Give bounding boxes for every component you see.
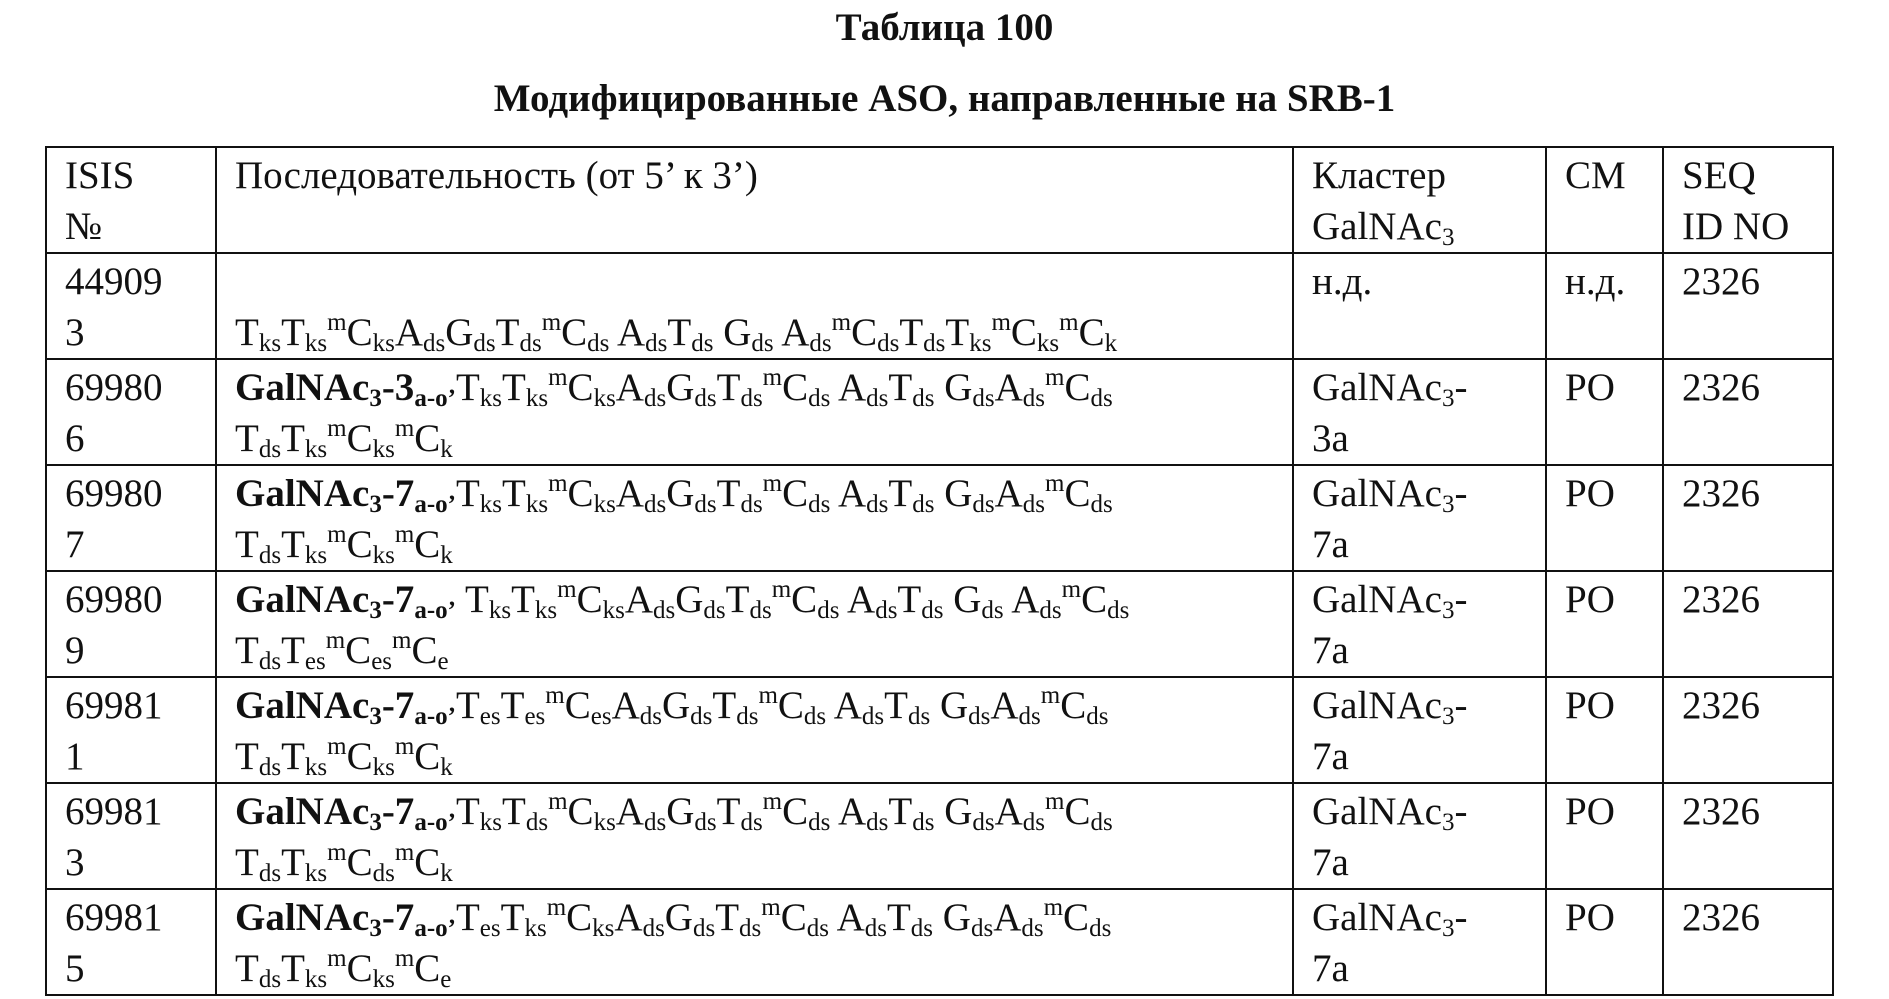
- header-isis: ISIS №: [46, 147, 216, 253]
- table-row: [46, 571, 1833, 677]
- table-row: [46, 359, 1833, 465]
- seq-id-cell: 2326: [1663, 783, 1833, 889]
- aso-table: [45, 146, 1834, 996]
- isis-cell: 69981 3: [46, 783, 216, 889]
- table-title: Таблица 100: [835, 6, 1054, 49]
- table-row: [46, 253, 1833, 359]
- cm-cell: PO: [1546, 571, 1663, 677]
- cluster-cell: н.д.: [1293, 253, 1546, 359]
- seq-id-cell: 2326: [1663, 677, 1833, 783]
- table-subtitle: Модифицированные ASO, направленные на SRB-1: [493, 77, 1396, 120]
- sequence-cell: $GalNAc_3-7_{a-o’}T_{ks}T_{ks}^mC_{ks}A_{ds}G_{ds}T_{ds}^mC_{ds}$ $A_{ds}T_{ds}$ $G_{ds}A_{ds}^mC_{ds}$ $T_{ds}T_{ks}^mC_{ks}^mC_k$: [216, 465, 1293, 571]
- cluster-cell: GalNAc$_3$- 3a: [1293, 359, 1546, 465]
- table-row: [46, 889, 1833, 995]
- header-cluster: Кластер GalNAc$_3$: [1293, 147, 1546, 253]
- sequence-cell: $T_{ks}T_{ks}^mC_{ks}A_{ds}G_{ds}T_{ds}^mC_{ds}$ $A_{ds}T_{ds}$ $G_{ds}$ $A_{ds}^mC_{ds}T_{ds}T_{ks}^mC_{ks}^mC_k$: [216, 253, 1293, 359]
- sequence-cell: $GalNAc_3-3_{a-o’}T_{ks}T_{ks}^mC_{ks}A_{ds}G_{ds}T_{ds}^mC_{ds}$ $A_{ds}T_{ds}$ $G_{ds}A_{ds}^mC_{ds}$ $T_{ds}T_{ks}^mC_{ks}^mC_k$: [216, 359, 1293, 465]
- seq-id-cell: 2326: [1663, 253, 1833, 359]
- cm-cell: PO: [1546, 677, 1663, 783]
- cluster-cell: GalNAc$_3$- 7a: [1293, 889, 1546, 995]
- cm-cell: PO: [1546, 889, 1663, 995]
- isis-cell: 69980 6: [46, 359, 216, 465]
- table-row: [46, 677, 1833, 783]
- sequence-cell: $GalNAc_3-7_{a-o’}T_{es}T_{ks}^mC_{ks}A_{ds}G_{ds}T_{ds}^mC_{ds}$ $A_{ds}T_{ds}$ $G_{ds}A_{ds}^mC_{ds}$ $T_{ds}T_{ks}^mC_{ks}^mC_e$: [216, 889, 1293, 995]
- cluster-cell: GalNAc$_3$- 7a: [1293, 571, 1546, 677]
- isis-cell: 44909 3: [46, 253, 216, 359]
- table-row: [46, 465, 1833, 571]
- isis-cell: 69980 7: [46, 465, 216, 571]
- cm-cell: н.д.: [1546, 253, 1663, 359]
- cluster-cell: GalNAc$_3$- 7a: [1293, 783, 1546, 889]
- table-row: [46, 783, 1833, 889]
- cm-cell: PO: [1546, 359, 1663, 465]
- seq-id-cell: 2326: [1663, 571, 1833, 677]
- isis-cell: 69981 5: [46, 889, 216, 995]
- header-seq-id: SEQ ID NO: [1663, 147, 1833, 253]
- sequence-cell: $GalNAc_3-7_{a-o’}$ $T_{ks}T_{ks}^mC_{ks}A_{ds}G_{ds}T_{ds}^mC_{ds}$ $A_{ds}T_{ds}$ $G_{ds}$ $A_{ds}^mC_{ds}$ $T_{ds}T_{es}^mC_{es}^mC_e$: [216, 571, 1293, 677]
- header-sequence: Последовательность (от 5’ к 3’): [216, 147, 1293, 253]
- table-header-row: [46, 147, 1833, 253]
- cluster-cell: GalNAc$_3$- 7a: [1293, 465, 1546, 571]
- cluster-cell: GalNAc$_3$- 7a: [1293, 677, 1546, 783]
- cm-cell: PO: [1546, 783, 1663, 889]
- sequence-cell: $GalNAc_3-7_{a-o’}T_{ks}T_{ds}^mC_{ks}A_{ds}G_{ds}T_{ds}^mC_{ds}$ $A_{ds}T_{ds}$ $G_{ds}A_{ds}^mC_{ds}$ $T_{ds}T_{ks}^mC_{ds}^mC_k$: [216, 783, 1293, 889]
- sequence-cell: $GalNAc_3-7_{a-o’}T_{es}T_{es}^mC_{es}A_{ds}G_{ds}T_{ds}^mC_{ds}$ $A_{ds}T_{ds}$ $G_{ds}A_{ds}^mC_{ds}$ $T_{ds}T_{ks}^mC_{ks}^mC_k$: [216, 677, 1293, 783]
- seq-id-cell: 2326: [1663, 465, 1833, 571]
- isis-cell: 69980 9: [46, 571, 216, 677]
- seq-id-cell: 2326: [1663, 359, 1833, 465]
- header-cm: CM: [1546, 147, 1663, 253]
- cm-cell: PO: [1546, 465, 1663, 571]
- seq-id-cell: 2326: [1663, 889, 1833, 995]
- isis-cell: 69981 1: [46, 677, 216, 783]
